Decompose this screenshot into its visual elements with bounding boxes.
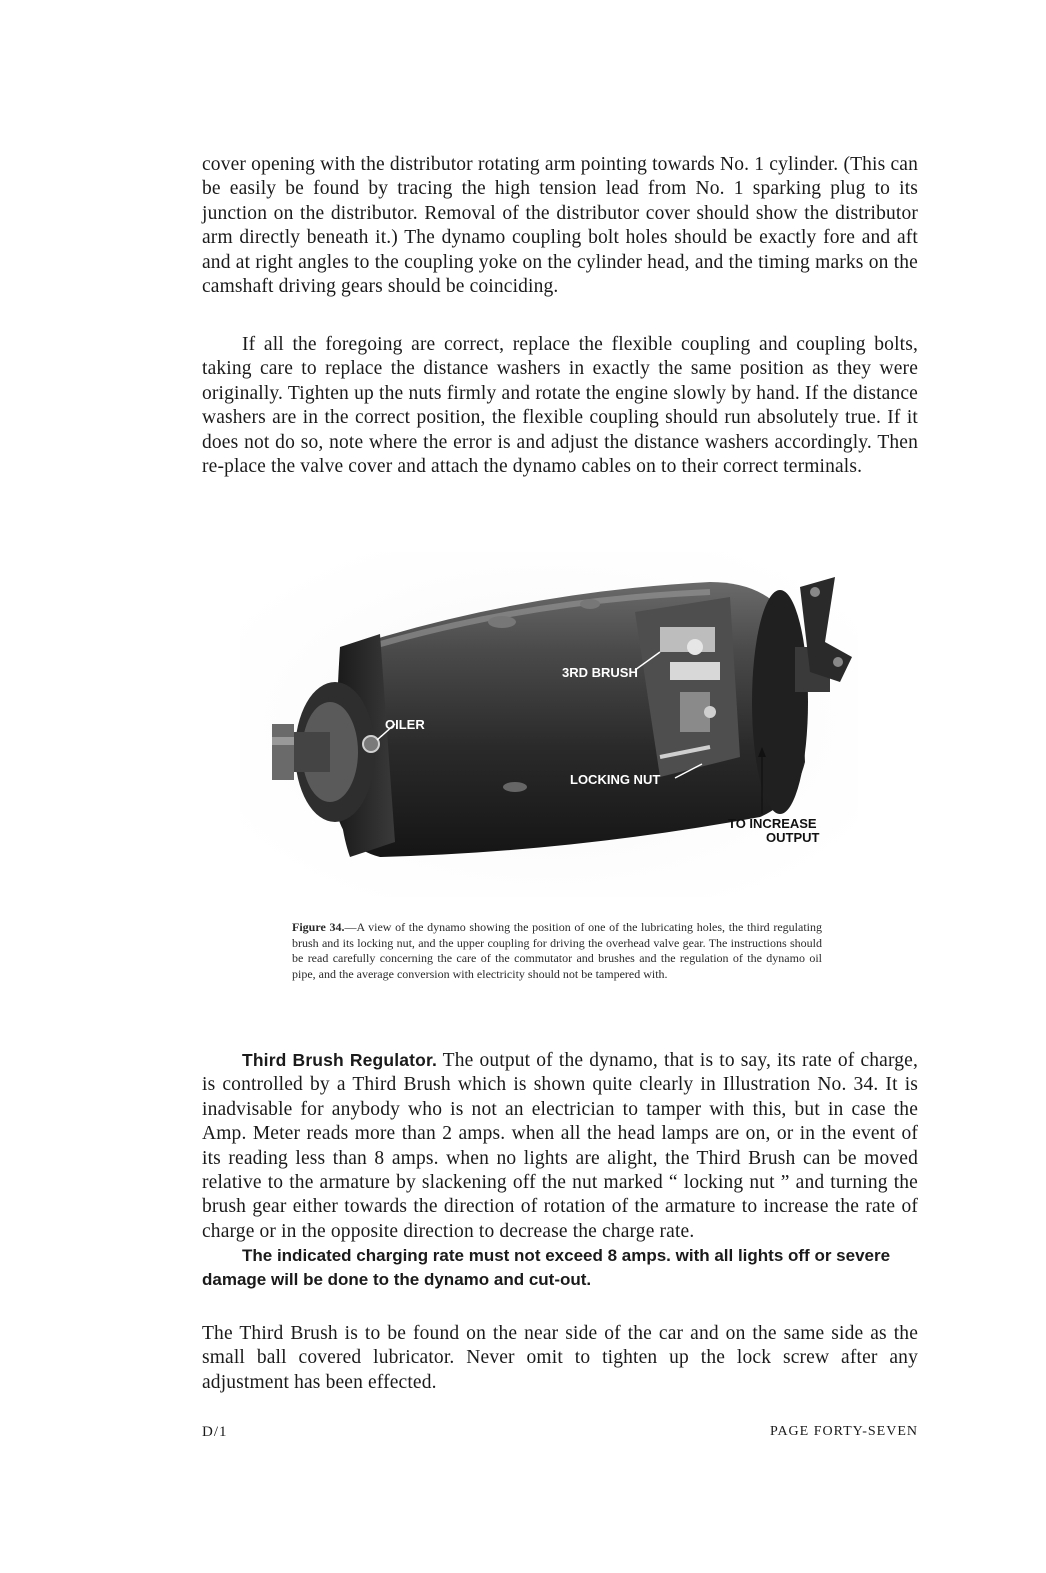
section-heading: Third Brush Regulator. — [242, 1050, 437, 1070]
footer-code: D/1 — [202, 1424, 228, 1440]
label-to-increase: TO INCREASE — [728, 816, 817, 831]
label-output: OUTPUT — [766, 830, 820, 845]
caption-text: —A view of the dynamo showing the position of one of the lubricating holes, the third regulating brush and its locking nut, and the upper coupling for driving the overhead valve gear. The instructions should be read carefully concerning the care of the commutator and brushes and the regulation of the dynamo oil pipe, and the average conversion with electricity should not be tampered with. — [292, 920, 823, 981]
caption-label: Figure 34. — [292, 920, 345, 934]
dynamo-photo — [240, 552, 858, 897]
paragraph-4: The Third Brush is to be found on the near side of the car and on the same side as the small ball covered lubricator. Never omit to tighten up the lock screw after any adjustment has been effected. — [202, 1323, 918, 1393]
warning-text: The indicated charging rate must not exceed 8 amps. with all lights off or severe damage will be done to the dynamo and cut-out. — [202, 1246, 891, 1290]
paragraph-3 — [202, 1048, 918, 1292]
label-oiler: OILER — [385, 717, 425, 732]
paragraph-2: If all the foregoing are correct, replace the flexible coupling and coupling bolts, taking care to replace the distance washers in exactly the same position as they were originally. Tighten up the nuts firmly and rotate the engine slowly by hand. If the distance washers are in the correct position, the flexible coupling should run absolutely true. If it does not do so, note where the error is and adjust the distance washers accordingly. Then re-place the valve cover and attach the dynamo cables on to their correct terminals. — [202, 334, 918, 478]
label-locking-nut: LOCKING NUT — [570, 772, 661, 787]
page-number: PAGE FORTY-SEVEN — [769, 1424, 918, 1439]
paragraph-1: cover opening with the distributor rotating arm pointing towards No. 1 cylinder. (This can be easily be found by tracing the high tension lead from No. 1 sparking plug to its junction on the distributor. Removal of the distributor cover should show the distributor arm directly beneath it.) The dynamo coupling bolt holes should be exactly fore and aft and at right angles to the coupling yoke on the cylinder head, and the timing marks on the camshaft driving gears should be coinciding. — [202, 154, 918, 298]
label-3rd-brush: 3RD BRUSH — [562, 665, 638, 680]
paragraph-3-text: The output of the dynamo, that is to say, its rate of charge, is controlled by a Third Brush which is shown quite clearly in Illustration No. 34. It is inadvisable for anybody who is not an electrician to tamper with this, but in case the Amp. Meter reads more than 2 amps. when all the head lamps are on, or in the event of its reading less than 8 amps. when no lights are alight, the Third Brush can be moved relative to the armature by slackening off the nut marked “ locking nut ” and turning the brush gear either towards the direction of rotation of the armature to increase the rate of charge or in the opposite direction to decrease the charge rate. — [202, 1050, 918, 1242]
figure-caption — [292, 920, 822, 982]
dynamo-figure — [240, 552, 858, 897]
